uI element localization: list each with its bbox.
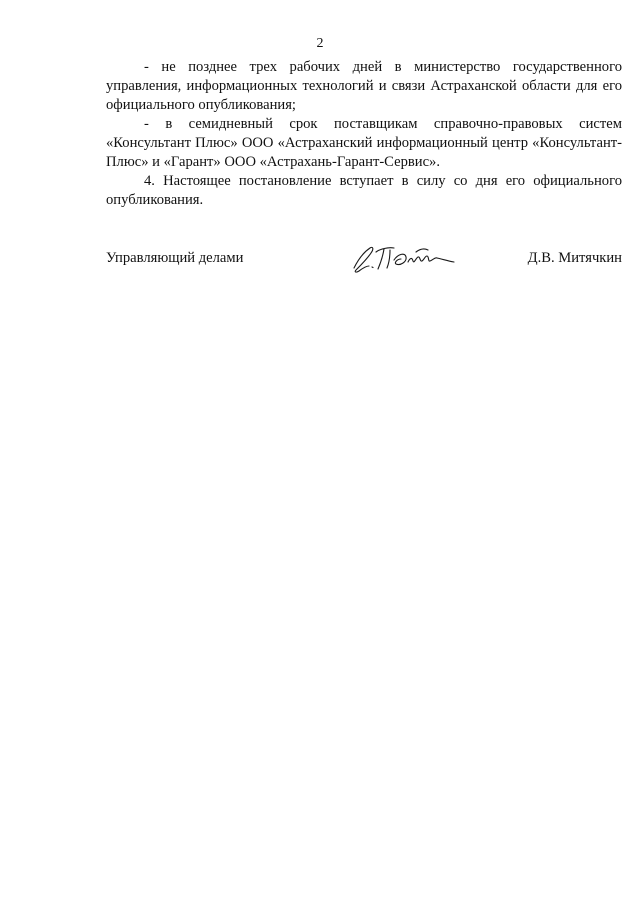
document-body xyxy=(106,58,622,210)
handwritten-signature-icon xyxy=(350,240,460,276)
paragraph-effective-date: 4. Настоящее постановление вступает в силу со дня его официального опубликования. xyxy=(106,173,622,208)
paragraph-legal-systems: - в семидневный срок поставщикам справочно-правовых систем «Консультант Плюс» ООО «Астраханский информационный центр «Консультант-Плюс» и «Гарант» ООО «Астрахань-Гарант-Сервис». xyxy=(106,116,622,170)
signatory-position: Управляющий делами xyxy=(106,250,244,266)
signature-block xyxy=(106,246,622,276)
paragraph-publication-ministry: - не позднее трех рабочих дней в министерство государственного управления, информационных технологий и связи Астраханской области для его официального опубликования; xyxy=(106,59,622,113)
signatory-name: Д.В. Митячкин xyxy=(527,250,622,266)
page-number: 2 xyxy=(316,36,324,51)
